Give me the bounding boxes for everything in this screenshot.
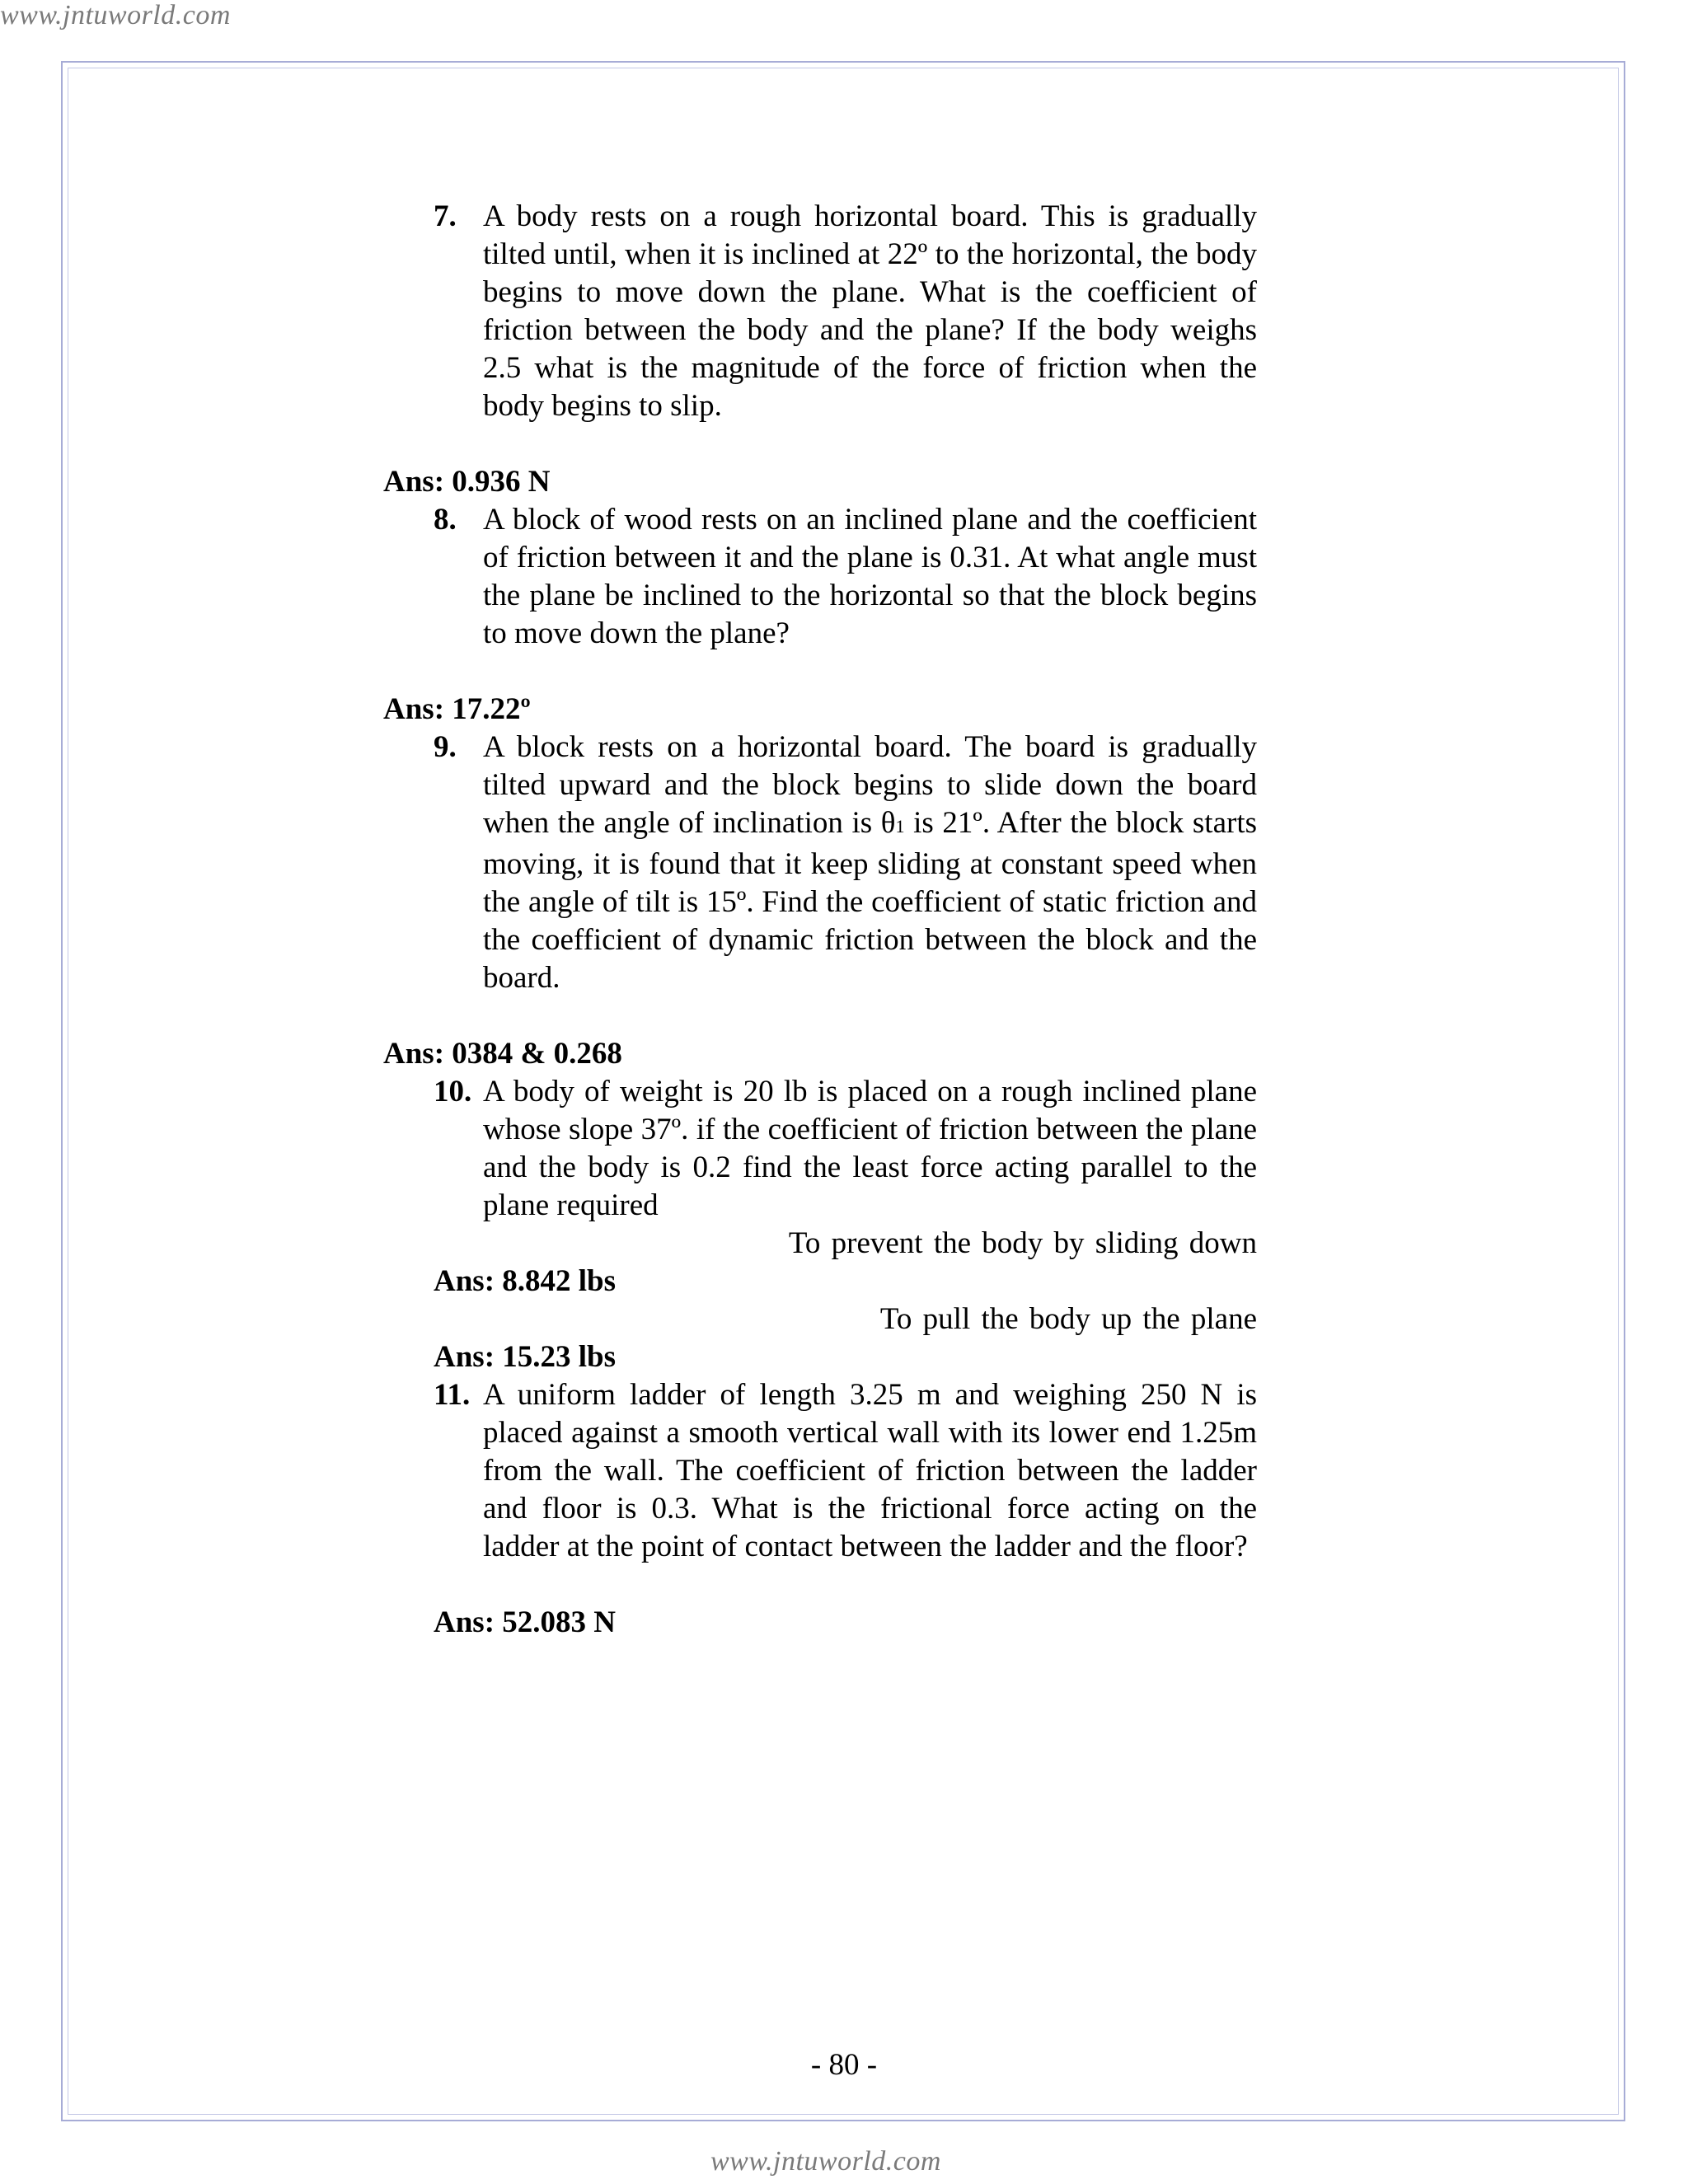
answer-8: Ans: 17.22º <box>383 692 531 726</box>
page-content <box>383 198 1257 1642</box>
answer-10-part-1: Ans: 8.842 lbs <box>434 1264 617 1298</box>
question-number: 8. <box>434 503 457 537</box>
question-text: A body of weight is 20 lb is placed on a rough inclined plane whose slope 37º. if the coefficient of friction between the plane and the body is 0.2 find the least force acting parallel to the plane required <box>483 1075 1257 1222</box>
question-11 <box>434 1376 1257 1566</box>
theta-subscript: 1 <box>895 816 905 837</box>
answer-11: Ans: 52.083 N <box>434 1605 616 1639</box>
question-10-part-1: To prevent the body by sliding down <box>788 1226 1257 1260</box>
question-10-part-2: To pull the body up the plane <box>879 1302 1257 1336</box>
question-number: 11. <box>434 1378 471 1412</box>
answer-7: Ans: 0.936 N <box>383 465 551 499</box>
page-number: - 80 - <box>810 2048 878 2082</box>
question-text-part2: is 21º. After the block starts moving, it is found that it keep sliding at constant speed when the angle of tilt is 15º. Find the coefficient of static friction and the coefficient of dynamic friction between the block and the board. <box>483 806 1257 995</box>
answer-10-part-2: Ans: 15.23 lbs <box>434 1340 617 1374</box>
question-text: A block of wood rests on an inclined plane and the coefficient of friction between it and the plane is 0.31. At what angle must the plane be inclined to the horizontal so that the block begins to move down the plane? <box>483 503 1257 650</box>
question-7 <box>434 198 1257 425</box>
question-number: 9. <box>434 730 457 764</box>
question-text: A uniform ladder of length 3.25 m and weighing 250 N is placed against a smooth vertical wall with its lower end 1.25m from the wall. The coefficient of friction between the ladder and floor is 0.3. What is the frictional force acting on the ladder at the point of contact between the ladder and the floor? <box>483 1378 1257 1563</box>
question-text-part1: A block rests on a horizontal board. The board is gradually tilted upward and the block begins to slide down the board when the angle of inclination is θ <box>483 730 1257 840</box>
question-8 <box>434 501 1257 653</box>
question-text: A body rests on a rough horizontal board. This is gradually tilted until, when it is inclined at 22º to the horizontal, the body begins to move down the plane. What is the coefficient of friction between the body and the plane? If the body weighs 2.5 what is the magnitude of the force of friction when the body begins to slip. <box>483 199 1257 423</box>
question-number: 7. <box>434 199 457 233</box>
watermark-top: www.jntuworld.com <box>0 0 231 30</box>
question-9 <box>434 729 1257 997</box>
answer-9: Ans: 0384 & 0.268 <box>383 1037 622 1071</box>
watermark-bottom: www.jntuworld.com <box>710 2146 941 2177</box>
question-10 <box>434 1073 1257 1225</box>
question-number: 10. <box>434 1075 472 1108</box>
